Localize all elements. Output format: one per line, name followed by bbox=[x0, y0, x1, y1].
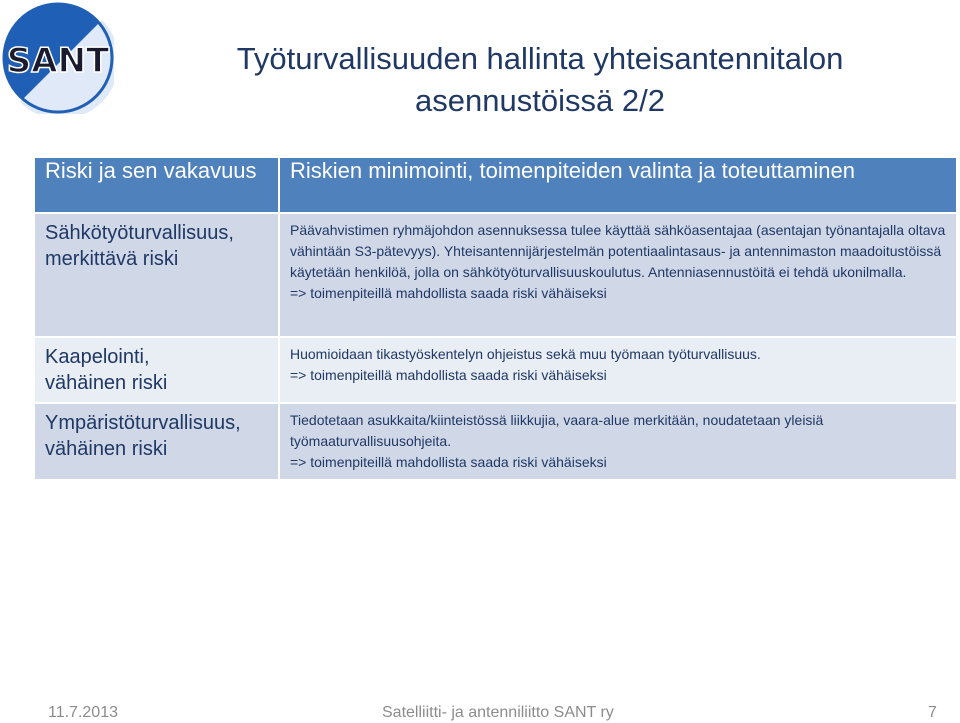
action-text: Huomioidaan tikastyöskentelyn ohjeistus sekä muu työmaan työturvallisuus. bbox=[290, 346, 761, 362]
risk-name: Kaapelointi, bbox=[45, 346, 150, 368]
risk-cell bbox=[34, 337, 279, 403]
table-row bbox=[34, 213, 957, 337]
table-row bbox=[34, 337, 957, 403]
action-cell bbox=[279, 337, 957, 403]
risk-cell bbox=[34, 403, 279, 480]
header-action: Riskien minimointi, toimenpiteiden valinta ja toteuttaminen bbox=[279, 157, 957, 213]
header-risk: Riski ja sen vakavuus bbox=[34, 157, 279, 213]
action-cell bbox=[279, 403, 957, 480]
action-text: Päävahvistimen ryhmäjohdon asennuksessa tulee käyttää sähköasentajaa (asentajan työnantajalla oltava vähintään S3-pätevyys). Yhteisantennijärjestelmän potentiaalintasaus- ja antennimaston maadoitustöissä käytetään henkilöä, jolla on sähkötyöturvallisuuskoulutus. Antenniasennustöitä ei tehdä ukonilmalla. bbox=[290, 222, 946, 280]
action-measure: => toimenpiteillä mahdollista saada riski vähäiseksi bbox=[290, 285, 607, 301]
table-header-row bbox=[34, 157, 957, 213]
table-row bbox=[34, 403, 957, 480]
sant-logo bbox=[2, 2, 114, 114]
svg-text:SANT: SANT bbox=[6, 41, 110, 81]
footer-date: 11.7.2013 bbox=[48, 704, 118, 721]
risk-name: Sähkötyöturvallisuus, bbox=[45, 222, 234, 244]
slide-title bbox=[205, 38, 875, 122]
action-measure: => toimenpiteillä mahdollista saada riski vähäiseksi bbox=[290, 454, 607, 470]
action-text: Tiedotetaan asukkaita/kiinteistössä liikkujia, vaara-alue merkitään, noudatetaan yleisiä työmaaturvallisuusohjeita. bbox=[290, 412, 824, 449]
risk-severity: merkittävä riski bbox=[45, 248, 179, 270]
action-measure: => toimenpiteillä mahdollista saada riski vähäiseksi bbox=[290, 367, 607, 383]
risk-name: Ympäristöturvallisuus, bbox=[45, 412, 241, 434]
title-line-2: asennustöissä 2/2 bbox=[415, 83, 665, 118]
title-line-1: Työturvallisuuden hallinta yhteisantennitalon bbox=[236, 41, 844, 76]
risk-severity: vähäinen riski bbox=[45, 372, 168, 394]
risk-table bbox=[33, 156, 958, 481]
risk-cell bbox=[34, 213, 279, 337]
risk-severity: vähäinen riski bbox=[45, 438, 168, 460]
action-cell bbox=[279, 213, 957, 337]
page-number: 7 bbox=[928, 704, 937, 721]
footer-organization: Satelliitti- ja antenniliitto SANT ry bbox=[382, 704, 614, 721]
